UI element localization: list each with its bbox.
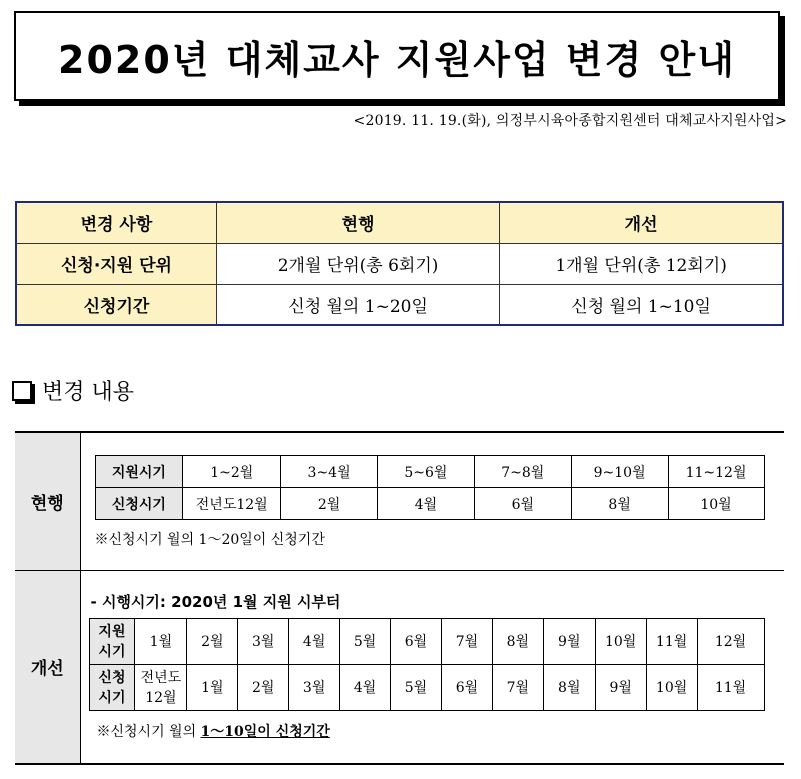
apply-cell: 6월 <box>441 664 492 710</box>
current-content <box>80 432 784 570</box>
summary-row <box>16 243 783 284</box>
current-side-label: 현행 <box>15 432 80 570</box>
apply-cell: 1월 <box>187 664 238 710</box>
support-cell: 8월 <box>492 618 543 664</box>
summary-improved: 1개월 단위(총 12회기) <box>500 243 783 284</box>
apply-label-line2: 시기 <box>98 690 126 706</box>
start-date-line: - 시행시기: 2020년 1월 지원 시부터 <box>90 592 341 611</box>
improved-note <box>97 721 771 741</box>
improved-content <box>80 570 784 764</box>
support-cell: 1~2월 <box>183 456 281 488</box>
apply-cell: 전년도12월 <box>183 488 281 520</box>
support-cell: 3월 <box>238 618 289 664</box>
page-title: 2020년 대체교사 지원사업 변경 안내 <box>14 11 780 101</box>
apply-cell: 6월 <box>474 488 571 520</box>
support-cell: 9월 <box>543 618 595 664</box>
detail-table <box>15 431 784 765</box>
apply-period-label <box>89 664 135 710</box>
support-cell: 12월 <box>697 618 764 664</box>
support-cell: 10월 <box>595 618 646 664</box>
apply-cell: 5월 <box>391 664 442 710</box>
apply-first-line1: 전년도 <box>140 670 182 686</box>
summary-header: 변경 사항 <box>16 202 216 243</box>
support-label-line1: 지원 <box>98 624 126 640</box>
apply-cell: 4월 <box>378 488 475 520</box>
current-apply-row <box>95 488 764 520</box>
support-cell: 3~4월 <box>281 456 378 488</box>
section-title: 변경 내용 <box>42 380 135 405</box>
checkbox-square-icon <box>12 381 32 401</box>
improved-note-prefix: ※신청시기 월의 <box>96 723 201 740</box>
improved-support-row <box>89 618 764 664</box>
support-period-label: 지원시기 <box>95 456 183 488</box>
support-cell: 9~10월 <box>571 456 668 488</box>
current-section <box>15 432 784 570</box>
summary-row <box>16 284 783 325</box>
current-support-row <box>95 456 764 488</box>
apply-cell: 2월 <box>281 488 378 520</box>
improved-side-label: 개선 <box>15 570 80 764</box>
support-cell: 7월 <box>441 618 492 664</box>
support-cell: 5~6월 <box>378 456 475 488</box>
apply-cell: 7월 <box>492 664 543 710</box>
summary-table <box>15 201 784 326</box>
summary-header: 현행 <box>216 202 499 243</box>
apply-cell: 3월 <box>289 664 340 710</box>
support-period-label <box>89 618 135 664</box>
apply-first-line2: 12월 <box>145 690 177 706</box>
support-label-line2: 시기 <box>98 644 126 660</box>
support-cell: 4월 <box>289 618 340 664</box>
improved-section <box>15 570 784 764</box>
apply-cell: 4월 <box>340 664 391 710</box>
current-schedule-table <box>95 455 765 520</box>
support-cell: 5월 <box>340 618 391 664</box>
summary-row-label: 신청기간 <box>16 284 216 325</box>
improved-apply-row <box>89 664 764 710</box>
summary-improved: 신청 월의 1~10일 <box>500 284 783 325</box>
subtitle: <2019. 11. 19.(화), 의정부시육아종합지원센터 대체교사지원사업> <box>353 113 787 129</box>
summary-current: 2개월 단위(총 6회기) <box>216 243 499 284</box>
summary-header-row <box>16 202 783 243</box>
current-note: ※신청시기 월의 1～20일이 신청기간 <box>94 532 325 548</box>
apply-cell: 8월 <box>571 488 668 520</box>
apply-cell: 8월 <box>543 664 595 710</box>
summary-current: 신청 월의 1~20일 <box>216 284 499 325</box>
section-heading <box>12 375 134 406</box>
apply-label-line1: 신청 <box>98 670 126 686</box>
apply-cell: 2월 <box>238 664 289 710</box>
summary-header: 개선 <box>500 202 783 243</box>
apply-period-label: 신청시기 <box>95 488 183 520</box>
support-cell: 11~12월 <box>668 456 764 488</box>
apply-cell: 10월 <box>646 664 697 710</box>
apply-cell: 9월 <box>595 664 646 710</box>
apply-cell: 11월 <box>697 664 764 710</box>
apply-cell: 10월 <box>668 488 764 520</box>
support-cell: 1월 <box>135 618 187 664</box>
support-cell: 7~8월 <box>474 456 571 488</box>
support-cell: 11월 <box>646 618 697 664</box>
support-cell: 6월 <box>391 618 442 664</box>
improved-note-emphasis: 1～10일이 신청기간 <box>200 723 330 740</box>
summary-row-label: 신청·지원 단위 <box>16 243 216 284</box>
apply-cell <box>135 664 187 710</box>
improved-schedule-table <box>89 618 765 711</box>
support-cell: 2월 <box>187 618 238 664</box>
